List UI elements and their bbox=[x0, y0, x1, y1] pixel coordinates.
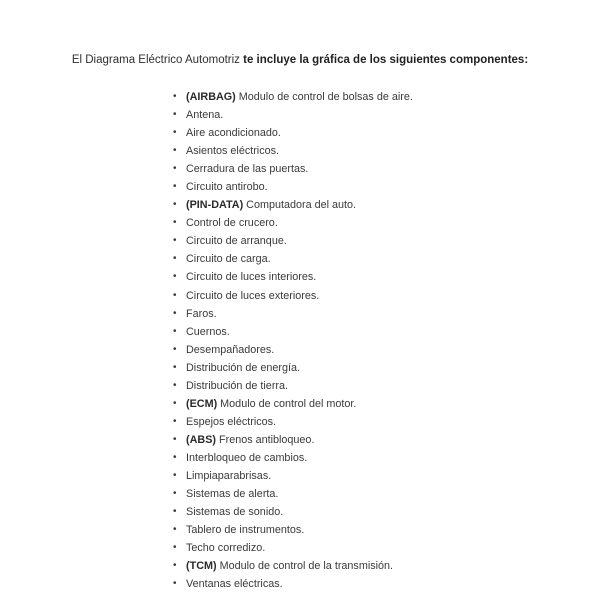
component-tag: (PIN-DATA) bbox=[186, 199, 244, 212]
list-item bbox=[173, 106, 576, 124]
component-text: Desempañadores. bbox=[186, 343, 275, 356]
bullet-icon: • bbox=[173, 397, 177, 409]
list-item bbox=[173, 377, 576, 395]
component-text: Circuito de carga. bbox=[186, 253, 271, 266]
component-text: Computadora del auto. bbox=[243, 199, 357, 212]
component-text: Frenos antibloqueo. bbox=[216, 433, 315, 446]
component-tag: (ECM) bbox=[186, 397, 218, 410]
intro-plain-text: El Diagrama Eléctrico Automotriz bbox=[71, 53, 244, 66]
bullet-icon: • bbox=[173, 199, 177, 211]
list-item bbox=[173, 539, 576, 557]
list-item bbox=[173, 503, 576, 521]
component-tag: (ABS) bbox=[186, 433, 216, 446]
bullet-icon: • bbox=[173, 560, 177, 572]
component-text: Modulo de control de bolsas de aire. bbox=[235, 91, 413, 103]
list-item bbox=[173, 178, 576, 196]
bullet-icon: • bbox=[173, 379, 177, 391]
list-item bbox=[173, 557, 576, 575]
bullet-icon: • bbox=[173, 524, 177, 536]
list-item bbox=[173, 196, 576, 214]
list-item bbox=[173, 142, 576, 160]
list-item bbox=[173, 160, 576, 178]
bullet-icon: • bbox=[173, 433, 177, 445]
component-text: Sistemas de sonido. bbox=[186, 506, 284, 519]
components-list bbox=[173, 88, 576, 593]
bullet-icon: • bbox=[173, 542, 177, 554]
bullet-icon: • bbox=[173, 343, 177, 355]
component-text: Cuernos. bbox=[186, 325, 230, 338]
component-text: Distribución de tierra. bbox=[186, 379, 289, 392]
list-item bbox=[173, 521, 576, 539]
list-item bbox=[173, 88, 576, 106]
component-text: Cerradura de las puertas. bbox=[186, 163, 309, 176]
list-item bbox=[173, 359, 576, 377]
component-text: Circuito de luces interiores. bbox=[186, 271, 317, 284]
list-item bbox=[173, 323, 576, 341]
bullet-icon: • bbox=[173, 163, 177, 175]
list-item bbox=[173, 287, 576, 305]
component-text: Circuito de arranque. bbox=[186, 235, 287, 248]
bullet-icon: • bbox=[173, 469, 177, 481]
component-text: Modulo de control del motor. bbox=[217, 397, 357, 410]
component-text: Control de crucero. bbox=[186, 217, 278, 230]
list-item bbox=[173, 214, 576, 232]
component-text: Techo corredizo. bbox=[186, 542, 266, 555]
component-text: Faros. bbox=[186, 307, 217, 320]
component-text: Espejos eléctricos. bbox=[186, 415, 277, 428]
bullet-icon: • bbox=[173, 289, 177, 301]
bullet-icon: • bbox=[173, 109, 177, 121]
list-item bbox=[173, 124, 576, 142]
list-item bbox=[173, 485, 576, 503]
bullet-icon: • bbox=[173, 127, 177, 139]
bullet-icon: • bbox=[173, 235, 177, 247]
component-text: Interbloqueo de cambios. bbox=[186, 451, 308, 464]
component-text: Sistemas de alerta. bbox=[186, 488, 279, 501]
intro-paragraph bbox=[0, 52, 600, 69]
component-text: Distribución de energía. bbox=[186, 361, 301, 374]
component-text: Aire acondicionado. bbox=[186, 127, 281, 140]
component-tag: (AIRBAG) bbox=[186, 91, 236, 103]
list-item bbox=[173, 305, 576, 323]
bullet-icon: • bbox=[173, 361, 177, 373]
list-item bbox=[173, 341, 576, 359]
component-text: Circuito de luces exteriores. bbox=[186, 289, 320, 302]
component-text: Modulo de control de la transmisión. bbox=[216, 560, 394, 573]
component-text: Ventanas eléctricas. bbox=[186, 578, 283, 591]
list-item bbox=[173, 449, 576, 467]
list-item bbox=[173, 413, 576, 431]
list-item bbox=[173, 268, 576, 286]
bullet-icon: • bbox=[173, 253, 177, 265]
bullet-icon: • bbox=[173, 145, 177, 157]
bullet-icon: • bbox=[173, 506, 177, 518]
list-item bbox=[173, 232, 576, 250]
component-text: Circuito antirobo. bbox=[186, 181, 268, 194]
bullet-icon: • bbox=[173, 271, 177, 283]
component-text: Tablero de instrumentos. bbox=[186, 524, 305, 537]
list-item bbox=[173, 250, 576, 268]
list-item bbox=[173, 395, 576, 413]
component-text: Asientos eléctricos. bbox=[186, 145, 280, 158]
component-text: Limpiaparabrisas. bbox=[186, 469, 272, 482]
bullet-icon: • bbox=[173, 181, 177, 193]
bullet-icon: • bbox=[173, 578, 177, 590]
bullet-icon: • bbox=[173, 488, 177, 500]
intro-bold-text: te incluye la gráfica de los siguientes componentes: bbox=[243, 53, 529, 66]
bullet-icon: • bbox=[173, 451, 177, 463]
list-item bbox=[173, 467, 576, 485]
bullet-icon: • bbox=[173, 415, 177, 427]
bullet-icon: • bbox=[173, 307, 177, 319]
component-tag: (TCM) bbox=[186, 560, 217, 573]
list-item bbox=[173, 575, 576, 593]
bullet-icon: • bbox=[173, 91, 177, 102]
bullet-icon: • bbox=[173, 217, 177, 229]
bullet-icon: • bbox=[173, 325, 177, 337]
component-text: Antena. bbox=[186, 109, 224, 122]
list-item bbox=[173, 431, 576, 449]
